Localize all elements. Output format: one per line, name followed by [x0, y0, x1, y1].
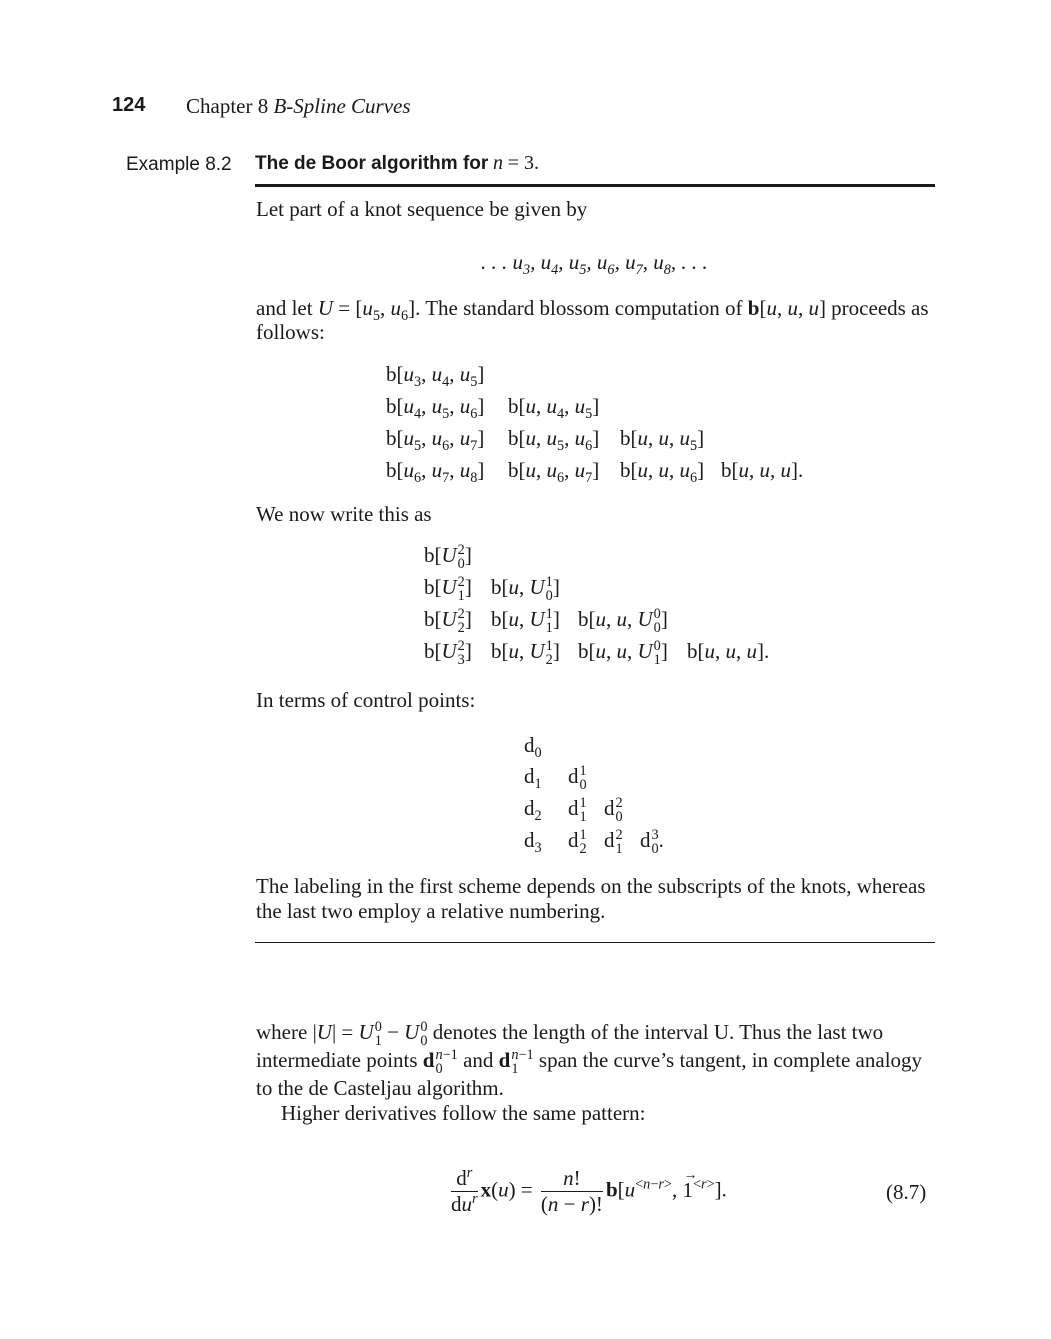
closing-line1: The labeling in the first scheme depends on the subscripts of the knots, whereas: [256, 874, 926, 898]
rewrite-intro: We now write this as: [256, 502, 432, 526]
body-line1-post: denotes the length of the interval U. Thus the last two: [432, 1020, 884, 1044]
scheme2-r1c0: b[U 2 1 ]: [424, 574, 472, 604]
body-line1: where |U| = U 0 1 − U 0 0 denotes the length of the interval U. Thus the last two: [256, 1019, 884, 1049]
page-number: 124: [112, 94, 146, 116]
scheme3-r2c2: d 2 0: [604, 795, 623, 825]
scheme3-r3c0: $d_3$: [524, 828, 542, 857]
scheme3-r3c1: d 1 2: [568, 827, 587, 857]
scheme1-r3c3: b[u, u, u].: [721, 458, 804, 482]
example-para1-line2: follows:: [256, 320, 325, 344]
scheme2-r3c3: b[u, u, u].: [687, 639, 770, 663]
example-top-rule: [255, 184, 935, 187]
example-intro: Let part of a knot sequence be given by: [256, 197, 588, 221]
body-line2-and: and: [463, 1048, 494, 1072]
example-title-eq: = 3.: [507, 152, 540, 174]
scheme2-r3c2: b[u, u, U 0 1 ]: [578, 638, 668, 668]
scheme3-r2c1: d 1 1: [568, 795, 587, 825]
body-line2-post: span the curve’s tangent, in complete analogy: [538, 1048, 923, 1072]
scheme3-r0c0: $d_0$: [524, 733, 542, 762]
example-title-text: The de Boor algorithm for: [255, 153, 489, 174]
scheme2-r2c1: b[u, U 1 1 ]: [491, 606, 560, 636]
body-line1-pre: where: [256, 1020, 308, 1044]
scheme1-r2c0: $b[u_5$, $u_6$, $u_7$]: [386, 426, 485, 455]
scheme3-r3c2: d 2 1: [604, 827, 623, 857]
closing-line2: the last two employ a relative numbering.: [256, 899, 606, 923]
scheme1-r1c1: b[u, $u_4$, $u_5$]: [508, 394, 600, 423]
derivative-fraction: $\frac{d^r}{du^r}$: [451, 1165, 478, 1217]
example-para1-line1: and let $U = [u_5$, $u_6$]. The standard blossom computation of b[u, u, u] proceeds as: [256, 296, 929, 325]
scheme2-r3c1: b[u, U 1 2 ]: [491, 638, 560, 668]
chapter-title: B-Spline Curves: [273, 94, 411, 118]
scheme2-r2c2: b[u, u, U 0 0 ]: [578, 606, 668, 636]
equation-number: (8.7): [886, 1180, 927, 1204]
scheme1-r3c1: b[u, $u_6$, $u_7$]: [508, 458, 600, 487]
body-line3: to the de Casteljau algorithm.: [256, 1076, 504, 1100]
scheme3-r2c0: $d_2$: [524, 796, 542, 825]
scheme1-r2c1: b[u, $u_5$, $u_6$]: [508, 426, 600, 455]
scheme1-r3c0: $b[u_6$, $u_7$, $u_8$]: [386, 458, 485, 487]
chapter-label: Chapter 8: [186, 94, 269, 118]
scheme1-r3c2: b[u, u, $u_6$]: [620, 458, 705, 487]
para1-pre: and let: [256, 296, 313, 320]
example-bottom-rule: [255, 942, 935, 943]
control-intro: In terms of control points:: [256, 688, 476, 712]
scheme3-r3c3: d 3 0 .: [640, 827, 664, 857]
scheme2-r3c0: b[U 2 3 ]: [424, 638, 472, 668]
example-label: Example 8.2: [126, 154, 232, 175]
knot-sequence: . . . $u_3$, $u_4$, $u_5$, $u_6$, $u_7$, $u_8$, . . .: [481, 250, 708, 279]
body-line2-pre: intermediate points: [256, 1048, 418, 1072]
scheme2-r0c0: b[U 2 0 ]: [424, 542, 472, 572]
scheme2-r2c0: b[U 2 2 ]: [424, 606, 472, 636]
body-line4: Higher derivatives follow the same pattern:: [281, 1101, 646, 1125]
scheme2-r1c1: b[u, U 1 0 ]: [491, 574, 560, 604]
example-title: [255, 152, 539, 175]
body-line2: intermediate points d n−1 0 and d n−1 1 span the curve’s tangent, in complete analogy: [256, 1047, 923, 1077]
scheme1-r0c0: $b[u_3$, $u_4$, $u_5$]: [386, 362, 485, 391]
scheme3-r1c1: d 1 0: [568, 763, 587, 793]
example-title-var: n: [493, 152, 504, 174]
scheme1-r2c2: b[u, u, $u_5$]: [620, 426, 705, 455]
scheme1-r1c0: $b[u_4$, $u_5$, $u_6$]: [386, 394, 485, 423]
scheme3-r1c0: $d_1$: [524, 764, 542, 793]
factorial-fraction: $\frac{n!}{(n - r)!}$: [540, 1166, 603, 1217]
running-head: [186, 94, 411, 119]
equation-8-7: $\frac{d^r}{du^r}$ x(u) = $\frac{n!}{(n - r)!}$ $b[u^{<n-r>}$, 1 → $^{<r>}$].: [451, 1165, 727, 1217]
